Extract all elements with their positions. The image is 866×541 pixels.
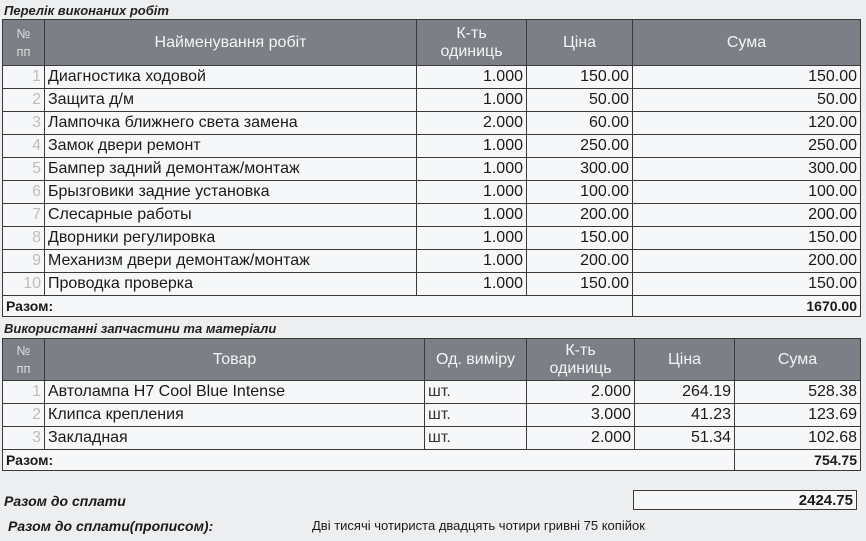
work-name: Проводка проверка xyxy=(45,273,417,296)
parts-header-sum: Сума xyxy=(735,339,861,381)
row-number: 3 xyxy=(3,112,45,135)
part-price: 264.19 xyxy=(635,381,735,404)
row-number: 10 xyxy=(3,273,45,296)
work-sum: 150.00 xyxy=(633,66,861,89)
work-price: 150.00 xyxy=(527,227,633,250)
parts-header-price: Ціна xyxy=(635,339,735,381)
row-number: 2 xyxy=(3,404,45,427)
work-price: 200.00 xyxy=(527,250,633,273)
work-name: Защита д/м xyxy=(45,89,417,112)
table-row xyxy=(3,250,861,273)
works-total-row xyxy=(3,296,861,317)
part-unit: шт. xyxy=(425,404,527,427)
part-unit: шт. xyxy=(425,381,527,404)
work-qty: 2.000 xyxy=(417,112,527,135)
row-number: 4 xyxy=(3,135,45,158)
table-row xyxy=(3,112,861,135)
parts-header-row xyxy=(3,339,861,381)
parts-header-name: Товар xyxy=(45,339,425,381)
work-name: Дворники регулировка xyxy=(45,227,417,250)
work-name: Диагностика ходовой xyxy=(45,66,417,89)
work-sum: 100.00 xyxy=(633,181,861,204)
row-number: 9 xyxy=(3,250,45,273)
work-qty: 1.000 xyxy=(417,181,527,204)
parts-header-unit: Од. виміру xyxy=(425,339,527,381)
parts-total-row xyxy=(3,450,861,471)
work-sum: 200.00 xyxy=(633,204,861,227)
work-name: Бампер задний демонтаж/монтаж xyxy=(45,158,417,181)
table-row xyxy=(3,181,861,204)
work-sum: 150.00 xyxy=(633,227,861,250)
work-qty: 1.000 xyxy=(417,250,527,273)
parts-section-title: Використанні запчастини та матеріали xyxy=(4,321,277,336)
payment-words-text: Дві тисячі чотириста двадцять чотири гривні 75 копійок xyxy=(312,518,645,533)
part-price: 41.23 xyxy=(635,404,735,427)
row-number: 7 xyxy=(3,204,45,227)
works-section-title: Перелік виконаних робіт xyxy=(4,3,169,18)
row-number: 2 xyxy=(3,89,45,112)
works-header-row xyxy=(3,20,861,66)
work-name: Брызговики задние установка xyxy=(45,181,417,204)
part-qty: 3.000 xyxy=(527,404,635,427)
row-number: 8 xyxy=(3,227,45,250)
works-header-sum: Сума xyxy=(633,20,861,66)
parts-total-label: Разом: xyxy=(3,450,735,471)
part-qty: 2.000 xyxy=(527,427,635,450)
work-name: Механизм двери демонтаж/монтаж xyxy=(45,250,417,273)
part-sum: 123.69 xyxy=(735,404,861,427)
work-qty: 1.000 xyxy=(417,204,527,227)
parts-table xyxy=(2,338,861,471)
works-header-price: Ціна xyxy=(527,20,633,66)
table-row xyxy=(3,404,861,427)
part-qty: 2.000 xyxy=(527,381,635,404)
payment-words-label: Разом до сплати(прописом): xyxy=(8,518,214,534)
table-row xyxy=(3,381,861,404)
work-price: 150.00 xyxy=(527,273,633,296)
row-number: 5 xyxy=(3,158,45,181)
work-name: Замок двери ремонт xyxy=(45,135,417,158)
work-price: 150.00 xyxy=(527,66,633,89)
work-price: 100.00 xyxy=(527,181,633,204)
table-row xyxy=(3,66,861,89)
row-number: 3 xyxy=(3,427,45,450)
part-sum: 528.38 xyxy=(735,381,861,404)
works-total-label: Разом: xyxy=(3,296,633,317)
work-sum: 300.00 xyxy=(633,158,861,181)
work-qty: 1.000 xyxy=(417,135,527,158)
parts-header-qty: К-ть одиниць xyxy=(527,339,635,381)
works-total-value: 1670.00 xyxy=(633,296,861,317)
work-qty: 1.000 xyxy=(417,89,527,112)
table-row xyxy=(3,427,861,450)
row-number: 1 xyxy=(3,66,45,89)
works-header-idx: № пп xyxy=(3,20,45,66)
work-qty: 1.000 xyxy=(417,158,527,181)
part-name: Автолампа H7 Cool Blue Intense xyxy=(45,381,425,404)
row-number: 1 xyxy=(3,381,45,404)
payment-total-label: Разом до сплати xyxy=(4,493,126,509)
payment-total-value: 2424.75 xyxy=(633,490,857,510)
work-sum: 120.00 xyxy=(633,112,861,135)
work-price: 60.00 xyxy=(527,112,633,135)
table-row xyxy=(3,273,861,296)
row-number: 6 xyxy=(3,181,45,204)
table-row xyxy=(3,158,861,181)
table-row xyxy=(3,89,861,112)
work-name: Лампочка ближнего света замена xyxy=(45,112,417,135)
work-sum: 150.00 xyxy=(633,273,861,296)
work-qty: 1.000 xyxy=(417,66,527,89)
part-unit: шт. xyxy=(425,427,527,450)
works-table xyxy=(2,19,861,317)
work-qty: 1.000 xyxy=(417,273,527,296)
work-price: 250.00 xyxy=(527,135,633,158)
works-header-qty: К-ть одиниць xyxy=(417,20,527,66)
table-row xyxy=(3,204,861,227)
table-row xyxy=(3,227,861,250)
work-sum: 250.00 xyxy=(633,135,861,158)
part-price: 51.34 xyxy=(635,427,735,450)
part-sum: 102.68 xyxy=(735,427,861,450)
work-sum: 200.00 xyxy=(633,250,861,273)
parts-header-idx: № пп xyxy=(3,339,45,381)
part-name: Закладная xyxy=(45,427,425,450)
work-price: 300.00 xyxy=(527,158,633,181)
work-name: Слесарные работы xyxy=(45,204,417,227)
table-row xyxy=(3,135,861,158)
payment-total-row xyxy=(0,490,866,512)
work-qty: 1.000 xyxy=(417,227,527,250)
parts-total-value: 754.75 xyxy=(735,450,861,471)
works-header-name: Найменування робіт xyxy=(45,20,417,66)
work-price: 200.00 xyxy=(527,204,633,227)
work-price: 50.00 xyxy=(527,89,633,112)
work-sum: 50.00 xyxy=(633,89,861,112)
part-name: Клипса крепления xyxy=(45,404,425,427)
